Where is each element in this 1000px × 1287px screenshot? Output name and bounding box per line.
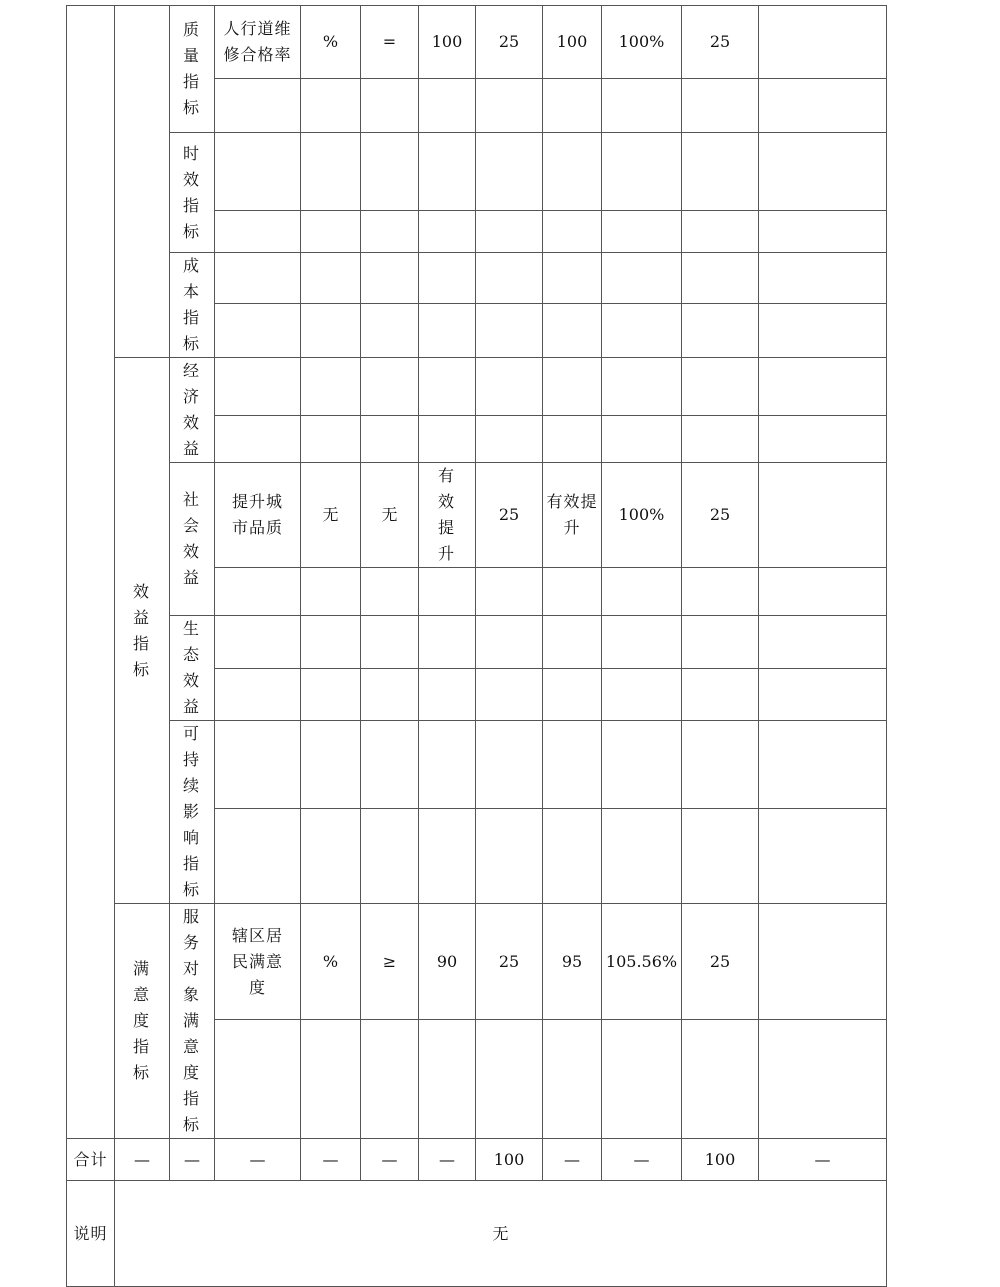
score-cell: 25 [682,6,759,79]
target-cell: 90 [419,904,476,1020]
output-group-cell [115,6,170,358]
rate-cell: 100% [602,463,682,568]
table-row [67,616,887,669]
operator-cell: ≥ [361,904,419,1020]
category-cell: 成本指标 [170,253,215,358]
remark-value: 无 [115,1181,887,1287]
actual-cell: 100 [543,6,602,79]
indicator-name-cell: 辖区居民满意度 [215,904,301,1020]
dash-cell: — [602,1139,682,1181]
output-side-cell [67,6,115,1139]
score-cell: 25 [682,463,759,568]
table-row [67,904,887,1020]
benefit-group-cell: 效益指标 [115,358,170,904]
rate-cell: 100% [602,6,682,79]
remark-label: 说明 [67,1181,115,1287]
note-cell [759,904,887,1020]
total-row [67,1139,887,1181]
category-cell: 质量指标 [170,6,215,133]
table-row [67,253,887,304]
category-cell: 可持续影响指标 [170,721,215,904]
satisfaction-group-cell: 满意度指标 [115,904,170,1139]
category-cell: 生态效益 [170,616,215,721]
category-cell: 时效指标 [170,133,215,253]
category-cell: 服务对象满意度指标 [170,904,215,1139]
actual-cell: 95 [543,904,602,1020]
category-cell: 社会效益 [170,463,215,616]
dash-cell: — [170,1139,215,1181]
weight-cell: 25 [476,904,543,1020]
dash-cell: — [115,1139,170,1181]
dash-cell: — [215,1139,301,1181]
total-label: 合计 [67,1139,115,1181]
dash-cell: — [543,1139,602,1181]
dash-cell: — [361,1139,419,1181]
table-row [67,133,887,211]
performance-table [66,5,887,1287]
note-cell [759,6,887,79]
rate-cell: 105.56% [602,904,682,1020]
operator-cell: 无 [361,463,419,568]
dash-cell: — [419,1139,476,1181]
operator-cell: = [361,6,419,79]
unit-cell: % [301,6,361,79]
actual-cell: 有效提升 [543,463,602,568]
table-row [67,6,887,79]
score-cell: 25 [682,904,759,1020]
indicator-name-cell: 提升城市品质 [215,463,301,568]
table-row [67,721,887,809]
weight-cell: 25 [476,6,543,79]
table-row [67,463,887,568]
dash-cell: — [759,1139,887,1181]
table-row [67,358,887,416]
dash-cell: — [301,1139,361,1181]
total-weight: 100 [476,1139,543,1181]
unit-cell: 无 [301,463,361,568]
category-cell: 经济效益 [170,358,215,463]
total-score: 100 [682,1139,759,1181]
indicator-name-cell: 人行道维修合格率 [215,6,301,79]
target-cell: 有效提升 [419,463,476,568]
note-cell [759,463,887,568]
unit-cell: % [301,904,361,1020]
remark-row [67,1181,887,1287]
target-cell: 100 [419,6,476,79]
weight-cell: 25 [476,463,543,568]
